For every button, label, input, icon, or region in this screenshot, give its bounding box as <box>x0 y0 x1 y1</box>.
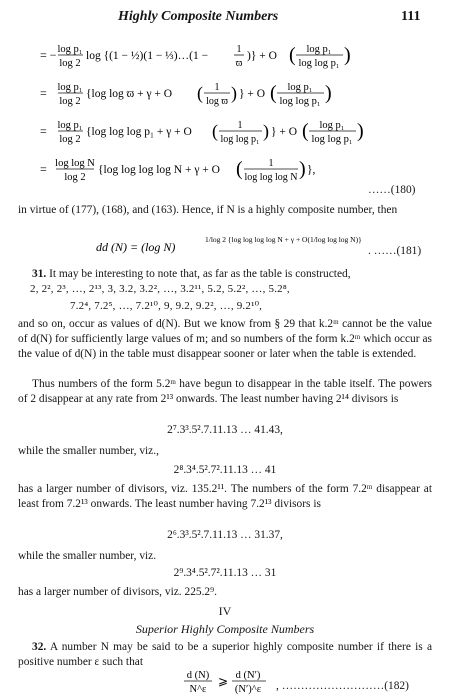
while-line-1: while the smaller number, viz., <box>18 445 159 457</box>
eq3-open-paren: ( <box>302 120 309 142</box>
eq2-frac-den: log 2 <box>59 96 81 107</box>
section-31-body: and so on, occur as values of d(N). But we know from § 29 that k.2ᵐ cannot be the value of d(N) for sufficiently large values of m; and so numbers of the form k.2ᵐ which occur as the value of d(N) in the table must disappear sooner or later when the table is extended. <box>18 318 432 360</box>
eq4-frac-den: log 2 <box>64 172 86 183</box>
equation-182-label: , ………………………(182) <box>276 680 409 692</box>
eq4-inner-open: ( <box>236 158 243 180</box>
equation-line-3 <box>40 114 400 152</box>
eq4-inner-close: ) <box>299 158 306 180</box>
eq3-body: {log log log p₁ + γ + O <box>86 126 192 138</box>
eq2-big-num: log p₁ <box>287 82 313 93</box>
eq2-big-den: log log p₁ <box>279 96 321 107</box>
eq3-big-num: log p₁ <box>319 120 345 131</box>
while-line-2: while the smaller number, viz. <box>18 550 157 562</box>
eq4-lhs: = <box>40 162 47 176</box>
paragraph-larger-2: has a larger number of divisors, viz. 225.2⁹. <box>18 586 217 598</box>
eq3-close-paren: ) <box>357 120 364 142</box>
eq182-rhs-den: (N′)^ε <box>234 684 262 695</box>
eq4-inner-den: log log log N <box>244 172 298 183</box>
eq1-open-paren: ( <box>289 44 296 66</box>
eq2-close-paren: ) <box>325 82 332 104</box>
eq2-inner-num: 1 <box>214 82 220 93</box>
eq3-frac-num: log p₁ <box>57 120 83 131</box>
eq182-rhs-num: d (N′) <box>235 670 261 681</box>
equation-182 <box>180 668 290 696</box>
eq1-big-den: log log p₁ <box>298 58 340 69</box>
equation-line-1-svg <box>40 38 440 78</box>
page-number: 111 <box>401 9 421 24</box>
number-expression-2: 2⁸.3⁴.5².7².11.13 … 41 <box>173 464 277 476</box>
eq4-tail: }, <box>307 164 316 176</box>
paragraph-disappear: Thus numbers of the form 5.2ᵐ have begun to disappear in the table itself. The powers of 2 disappear at any rate from 2¹³ onwards. The least number having 2¹⁴ divisors is <box>18 378 432 405</box>
eq1-frac-den: log 2 <box>59 58 81 69</box>
eq3-big-den: log log p₁ <box>311 134 353 145</box>
eq1-inner-num: 1 <box>236 44 242 55</box>
eq2-tail: } + O <box>239 88 266 100</box>
eq181-lhs: dd (N) = (log N) <box>96 240 176 254</box>
eq181-exponent: 1/log 2 {log log log log N + γ + O(1/log log log N)} <box>205 235 362 244</box>
eq4-inner-num: 1 <box>268 158 274 169</box>
sequence-line-2: 7.2⁴, 7.2⁵, …, 7.2¹⁰, 9, 9.2, 9.2², …, 9.2¹⁰, <box>70 300 263 312</box>
number-expression-3: 2⁶.3³.5².7.11.13 … 31.37, <box>167 529 283 541</box>
eq1-frac-num: log p₁ <box>57 44 83 55</box>
section-numeral: IV <box>218 604 232 618</box>
eq4-body: {log log log log N + γ + O <box>98 164 220 176</box>
eq2-lhs: = <box>40 86 47 100</box>
number-expression-1: 2⁷.3³.5².7.11.13 … 41.43, <box>167 424 283 436</box>
eq3-lhs: = <box>40 124 47 138</box>
equation-181-label: . ……(181) <box>368 245 422 257</box>
equation-line-1 <box>40 38 400 76</box>
equation-line-3-svg <box>40 114 440 154</box>
eq1-big-num: log p₁ <box>306 44 332 55</box>
eq1-tail: )} + O <box>247 50 277 62</box>
eq2-frac-num: log p₁ <box>57 82 83 93</box>
eq3-inner-open: ( <box>212 121 218 141</box>
equation-line-2 <box>40 76 400 114</box>
section-31-intro-text: It may be interesting to note that, as far as the table is constructed, <box>49 268 351 280</box>
section-32-body: A number N may be said to be a superior highly composite number if there is a positive number ε such that <box>18 641 433 668</box>
eq1-inner-den: ϖ <box>235 58 243 69</box>
eq2-open-paren: ( <box>270 82 277 104</box>
eq1-lhs: = − <box>40 48 57 62</box>
eq3-frac-den: log 2 <box>59 134 81 145</box>
paragraph-hence: in virtue of (177), (168), and (163). Hence, if N is a highly composite number, then <box>18 204 398 216</box>
eq3-inner-close: ) <box>263 121 269 141</box>
eq2-inner-den: log ϖ <box>206 96 228 107</box>
eq3-inner-den: log log p₁ <box>220 134 260 145</box>
eq4-frac-num: log log N <box>55 158 95 169</box>
eq1-body: log {(1 − ½)(1 − ⅓)…(1 − <box>86 50 209 62</box>
sequence-line-1: 2, 2², 2³, …, 2¹³, 3, 3.2, 3.2², …, 3.2¹¹, 5.2, 5.2², …, 5.2⁸, <box>30 283 290 295</box>
equation-line-4 <box>40 152 400 190</box>
section-32-text <box>18 640 432 670</box>
running-head-title: Highly Composite Numbers <box>118 9 279 24</box>
section-32-number: 32. <box>32 641 47 653</box>
eq182-relation: ⩾ <box>218 674 229 688</box>
number-expression-4: 2⁹.3⁴.5².7².11.13 … 31 <box>173 567 277 579</box>
eq2-inner-close: ) <box>231 83 237 103</box>
section-31-intro <box>18 267 432 282</box>
eq182-lhs-den: N^ε <box>189 684 207 695</box>
section-title: Superior Highly Composite Numbers <box>135 622 315 636</box>
eq2-inner-open: ( <box>197 83 203 103</box>
eq3-inner-num: 1 <box>237 120 243 131</box>
eq1-close-paren: ) <box>344 44 351 66</box>
eq182-lhs-num: d (N) <box>186 670 210 681</box>
equation-181 <box>96 233 362 263</box>
eq3-tail: } + O <box>271 126 298 138</box>
section-31-number: 31. <box>32 268 47 280</box>
equation-180-label: ……(180) <box>368 184 416 196</box>
eq2-body: {log log ϖ + γ + O <box>86 88 173 100</box>
paragraph-larger-1: has a larger number of divisors, viz. 135.2¹¹. The numbers of the form 7.2ᵐ disappear at least from 7.2¹³ onwards. The least number having 7.2¹³ divisors is <box>18 483 432 510</box>
equation-line-2-svg <box>40 76 440 116</box>
